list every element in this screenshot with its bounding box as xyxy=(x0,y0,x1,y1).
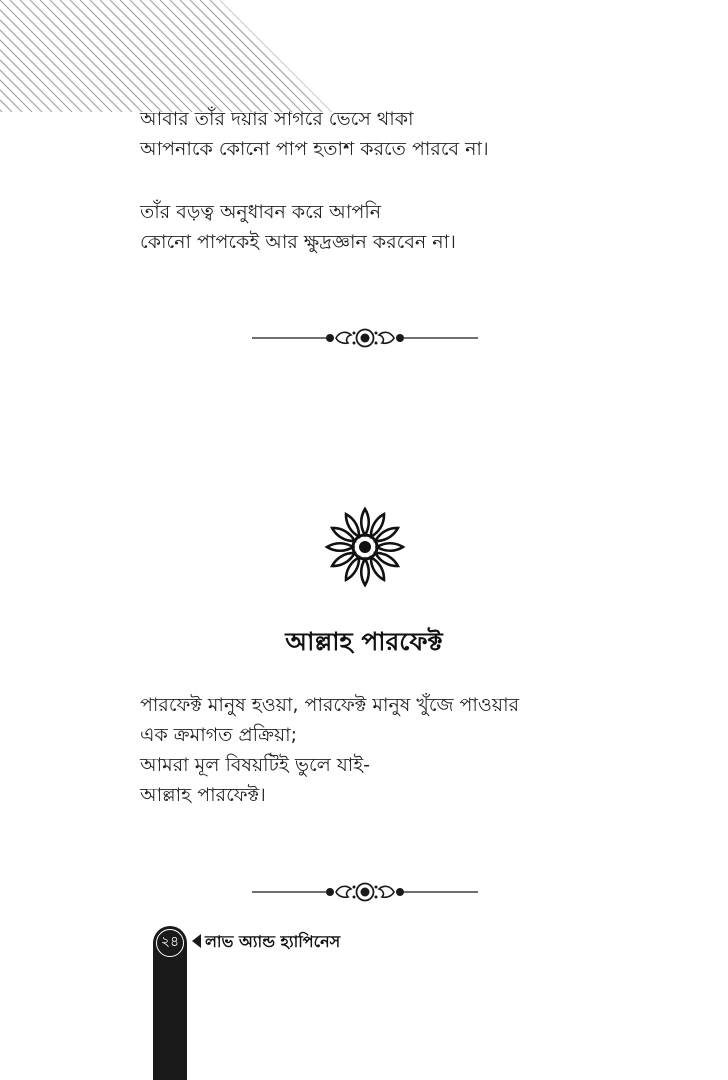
verse-stanza-3 xyxy=(140,690,600,810)
verse-line: পারফেক্ট মানুষ হওয়া, পারফেক্ট মানুষ খুঁজে পাওয়ার xyxy=(140,694,520,716)
corner-hatch-decoration xyxy=(0,0,340,112)
ornamental-divider xyxy=(250,882,480,902)
ornamental-divider xyxy=(250,328,480,348)
triangle-left-icon xyxy=(192,934,201,948)
verse-line: আপনাকে কোনো পাপ হতাশ করতে পারবে না। xyxy=(140,138,489,160)
verse-line: কোনো পাপকেই আর ক্ষুদ্রজ্ঞান করবেন না। xyxy=(140,231,456,253)
floral-medallion-ornament xyxy=(323,505,407,589)
verse-line: আমরা মূল বিষয়টিই ভুলে যাই- xyxy=(140,754,371,776)
page-number: ২৪ xyxy=(160,934,180,950)
section-title: আল্লাহ পারফেক্ট xyxy=(285,627,443,656)
running-book-title: লাভ অ্যান্ড হ্যাপিনেস xyxy=(205,932,341,951)
verse-stanza-1 xyxy=(140,104,600,164)
verse-line: এক ক্রমাগত প্রক্রিয়া; xyxy=(140,724,298,746)
verse-line: তাঁর বড়ত্ব অনুধাবন করে আপনি xyxy=(140,201,382,223)
verse-line: আল্লাহ পারফেক্ট। xyxy=(140,784,266,806)
verse-stanza-2 xyxy=(140,197,600,257)
verse-line: আবার তাঁর দয়ার সাগরে ভেসে থাকা xyxy=(140,108,414,130)
